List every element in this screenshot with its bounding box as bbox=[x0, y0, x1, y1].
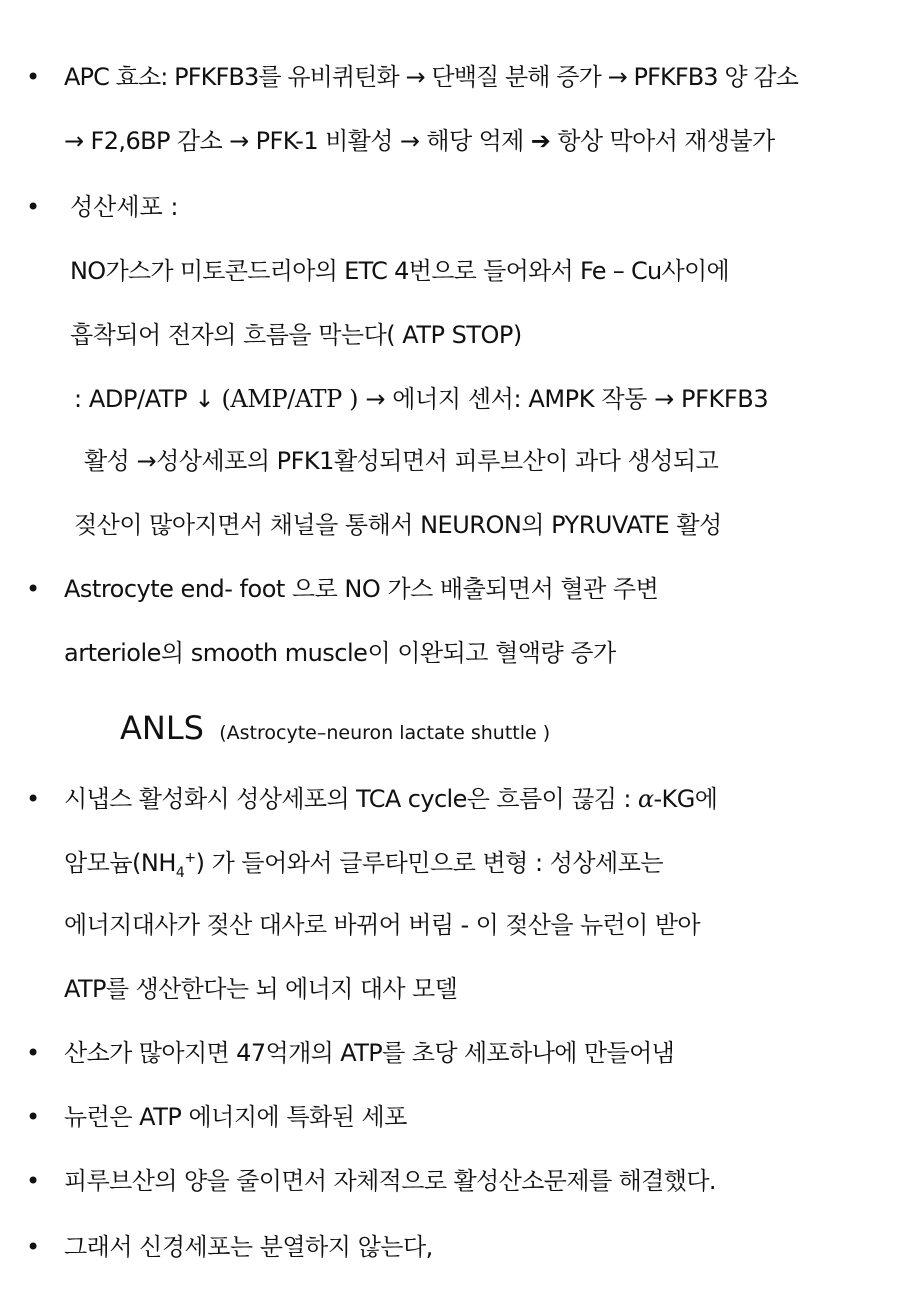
anls-full-name: (Astrocyte–neuron lactate shuttle ) bbox=[219, 722, 551, 744]
bullet-7: 피루브산의 양을 줄이면서 자체적으로 활성산소문제를 해결했다. bbox=[64, 1167, 716, 1195]
bullet-3-line-1: Astrocyte end- foot 으로 NO 가스 배출되면서 혈관 주변 bbox=[64, 575, 659, 603]
bullet-4-line-1 bbox=[64, 784, 717, 814]
bullet-1-line-2-text: → F2,6BP 감소 → PFK-1 비활성 → 해당 억제 bbox=[64, 127, 531, 155]
ammonium-superscript: + bbox=[184, 850, 196, 866]
bullet-1-line-2 bbox=[64, 126, 775, 156]
bold-arrow-icon: ➔ bbox=[530, 127, 551, 155]
bullet-6: 뉴런은 ATP 에너지에 특화된 세포 bbox=[64, 1103, 407, 1131]
anls-abbreviation: ANLS bbox=[120, 709, 204, 747]
energy-sensor-text: → 에너지 센서: AMPK 작동 → PFKFB3 bbox=[358, 385, 769, 413]
bullet-marker: • bbox=[26, 575, 41, 603]
bullet-4-line-3: 에너지대사가 젖산 대사로 바뀌어 버림 - 이 젖산을 뉴런이 받아 bbox=[64, 911, 700, 939]
bullet-marker: • bbox=[26, 1103, 41, 1131]
adp-atp-ratio: : ADP/ATP ↓ bbox=[74, 385, 222, 413]
bullet-2-line-1: NO가스가 미토콘드리아의 ETC 4번으로 들어와서 Fe – Cu사이에 bbox=[70, 257, 729, 285]
bullet-marker: • bbox=[26, 1233, 41, 1261]
amp-atp-ratio: (AMP/ATP ) bbox=[221, 385, 359, 413]
bullet-marker: • bbox=[26, 1167, 41, 1195]
bullet-marker: • bbox=[26, 63, 41, 91]
bullet-2-line-2: 흡착되어 전자의 흐름을 막는다( ATP STOP) bbox=[70, 321, 522, 349]
alpha-symbol: α bbox=[637, 785, 654, 813]
bullet-1-line-2-tail: 항상 막아서 재생불가 bbox=[550, 127, 775, 155]
bullet-1-line-1: APC 효소: PFKFB3를 유비퀴틴화 → 단백질 분해 증가 → PFKFB3 양 감소 bbox=[64, 63, 798, 91]
bullet-4-line-1-text: 시냅스 활성화시 성상세포의 TCA cycle은 흐름이 끊김 : bbox=[64, 785, 638, 813]
ammonium-subscript: 4 bbox=[175, 864, 185, 881]
bullet-8: 그래서 신경세포는 분열하지 않는다, bbox=[64, 1233, 433, 1261]
bullet-3-line-2: arteriole의 smooth muscle이 이완되고 혈액량 증가 bbox=[64, 639, 616, 667]
bullet-5: 산소가 많아지면 47억개의 ATP를 초당 세포하나에 만들어냄 bbox=[64, 1039, 675, 1067]
bullet-4-line-1-tail: -KG에 bbox=[653, 785, 718, 813]
bullet-2-line-5: 젖산이 많아지면서 채널을 통해서 NEURON의 PYRUVATE 활성 bbox=[74, 511, 722, 539]
bullet-4-line-2-tail: ) 가 들어와서 글루타민으로 변형 : 성상세포는 bbox=[195, 849, 664, 877]
bullet-marker: • bbox=[26, 193, 41, 221]
bullet-4-line-2 bbox=[64, 848, 664, 881]
bullet-2-title: 성산세포 : bbox=[70, 193, 179, 221]
anls-heading bbox=[120, 708, 550, 753]
bullet-2-line-4: 활성 →성상세포의 PFK1활성되면서 피루브산이 과다 생성되고 bbox=[84, 447, 719, 475]
bullet-4-line-4: ATP를 생산한다는 뇌 에너지 대사 모델 bbox=[64, 975, 458, 1003]
ammonium-prefix: 암모늄(NH bbox=[64, 849, 176, 877]
bullet-2-line-3 bbox=[74, 384, 768, 414]
bullet-marker: • bbox=[26, 1039, 41, 1067]
bullet-marker: • bbox=[26, 785, 41, 813]
